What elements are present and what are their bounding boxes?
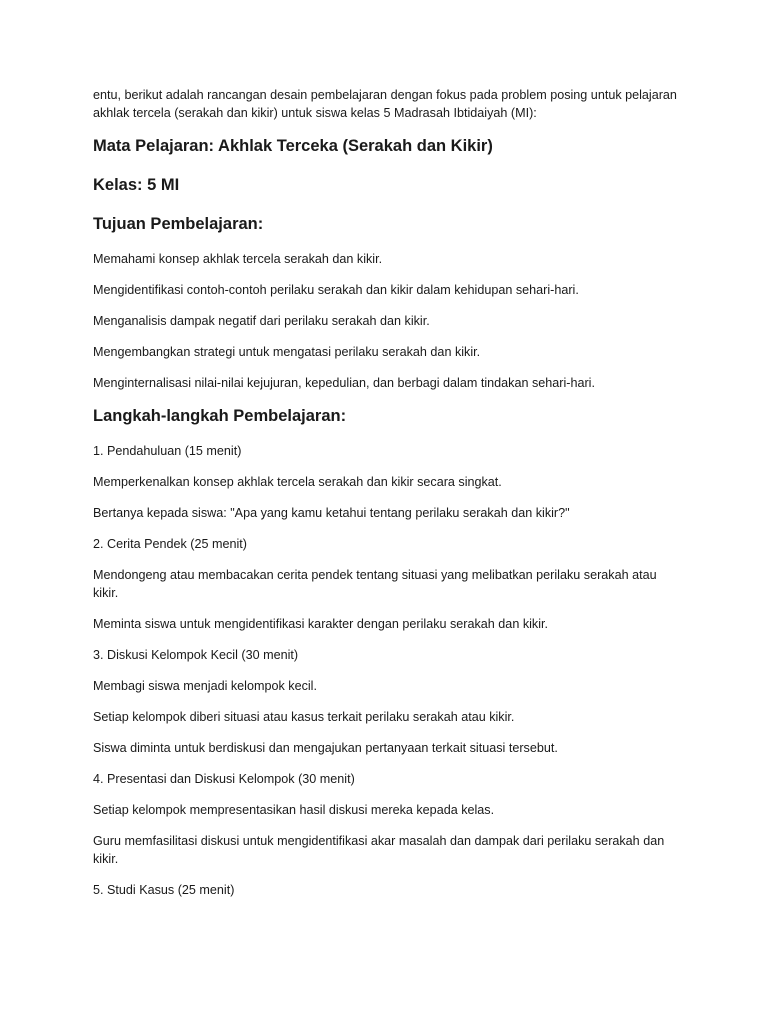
objectives-heading: Tujuan Pembelajaran: (93, 215, 264, 233)
step-paragraph: Membagi siswa menjadi kelompok kecil. (93, 679, 317, 693)
step-paragraph: Setiap kelompok mempresentasikan hasil diskusi mereka kepada kelas. (93, 803, 495, 817)
objective-item: Menginternalisasi nilai-nilai kejujuran, kepedulian, dan berbagi dalam tindakan sehari-hari. (93, 376, 595, 390)
step-title: 2. Cerita Pendek (25 menit) (93, 537, 247, 551)
step-paragraph: Siswa diminta untuk berdiskusi dan mengajukan pertanyaan terkait situasi tersebut. (93, 741, 558, 755)
objective-item: Memahami konsep akhlak tercela serakah dan kikir. (93, 252, 383, 266)
objective-item: Menganalisis dampak negatif dari perilaku serakah dan kikir. (93, 314, 430, 328)
step-paragraph: Meminta siswa untuk mengidentifikasi karakter dengan perilaku serakah dan kikir. (93, 617, 549, 631)
steps-heading: Langkah-langkah Pembelajaran: (93, 407, 347, 425)
objective-item: Mengembangkan strategi untuk mengatasi perilaku serakah dan kikir. (93, 345, 481, 359)
step-title: 3. Diskusi Kelompok Kecil (30 menit) (93, 648, 299, 662)
step-paragraph: Setiap kelompok diberi situasi atau kasus terkait perilaku serakah atau kikir. (93, 710, 515, 724)
intro-paragraph: entu, berikut adalah rancangan desain pembelajaran dengan fokus pada problem posing untuk pelajaran akhlak tercela (serakah dan kikir) untuk siswa kelas 5 Madrasah Ibtidaiyah (MI): (93, 88, 677, 120)
step-title: 1. Pendahuluan (15 menit) (93, 444, 242, 458)
step-title: 5. Studi Kasus (25 menit) (93, 883, 235, 897)
step-paragraph: Guru memfasilitasi diskusi untuk mengidentifikasi akar masalah dan dampak dari perilaku serakah dan kikir. (93, 834, 665, 866)
document-page (93, 86, 683, 912)
subject-heading: Mata Pelajaran: Akhlak Terceka (Serakah dan Kikir) (93, 137, 493, 155)
step-paragraph: Memperkenalkan konsep akhlak tercela serakah dan kikir secara singkat. (93, 475, 502, 489)
objective-item: Mengidentifikasi contoh-contoh perilaku serakah dan kikir dalam kehidupan sehari-hari. (93, 283, 579, 297)
step-paragraph: Mendongeng atau membacakan cerita pendek tentang situasi yang melibatkan perilaku serakah atau kikir. (93, 568, 657, 600)
class-heading: Kelas: 5 MI (93, 176, 180, 194)
step-title: 4. Presentasi dan Diskusi Kelompok (30 menit) (93, 772, 355, 786)
step-paragraph: Bertanya kepada siswa: "Apa yang kamu ketahui tentang perilaku serakah dan kikir?" (93, 506, 570, 520)
